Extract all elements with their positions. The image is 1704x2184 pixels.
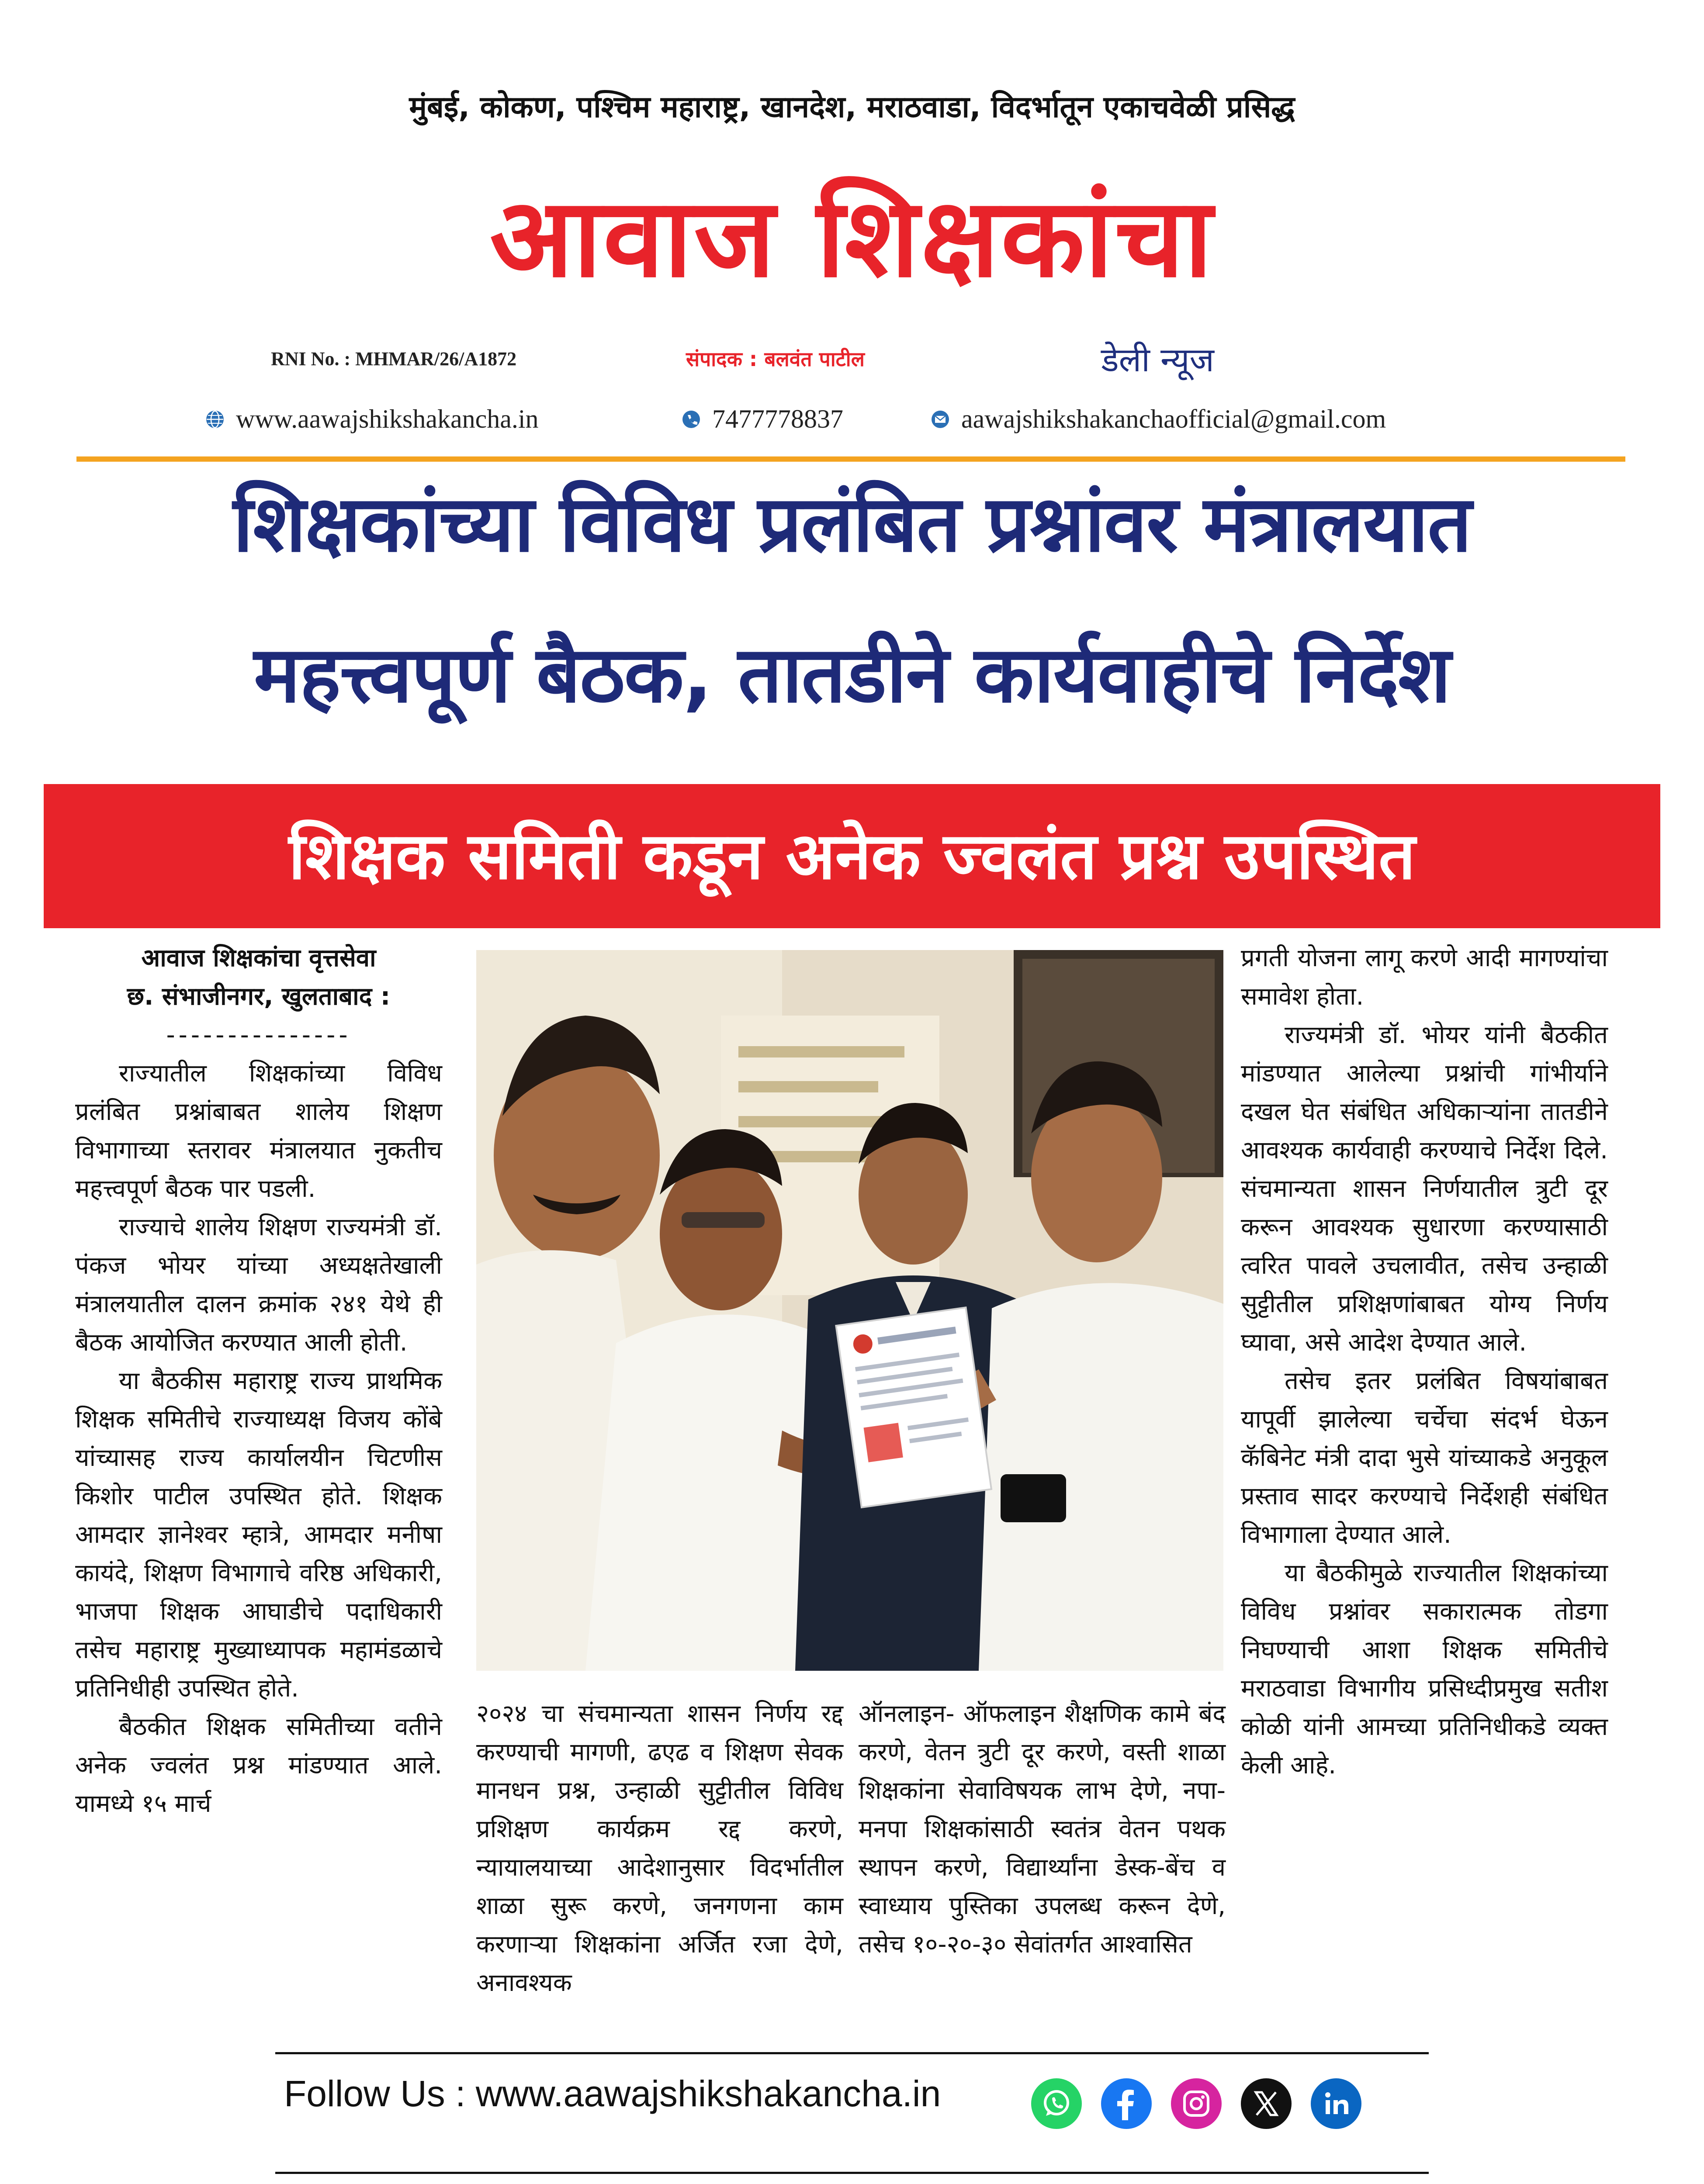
masthead-divider xyxy=(76,456,1625,462)
x-icon[interactable] xyxy=(1241,2078,1292,2129)
rni-number: RNI No. : MHMAR/26/A1872 xyxy=(271,348,517,370)
masthead-tagline: मुंबई, कोकण, पश्चिम महाराष्ट्र, खानदेश, मराठवाडा, विदर्भातून एकाचवेळी प्रसिद्ध xyxy=(409,90,1295,124)
article-column-left xyxy=(75,939,442,2184)
article-paragraph: राज्याचे शालेय शिक्षण राज्यमंत्री डॉ. पंकज भोयर यांच्या अध्यक्षतेखाली मंत्रालयातील दालन क्रमांक २४१ येथे ही बैठक आयोजित करण्यात आली होती. xyxy=(75,1213,442,1357)
linkedin-icon[interactable] xyxy=(1311,2078,1361,2129)
website-text: www.aawajshikshakancha.in xyxy=(236,404,539,433)
phone-icon xyxy=(682,410,701,429)
byline-agency: आवाज शिक्षकांचा वृत्तसेवा xyxy=(141,944,376,972)
headline-line-2: महत्त्वपूर्ण बैठक, तातडीने कार्यवाहीचे निर्देश xyxy=(253,629,1451,720)
article-paragraph: प्रगती योजना लागू करणे आदी मागण्यांचा समावेश होता. xyxy=(1241,944,1608,1011)
article-paragraph: बैठकीत शिक्षक समितीच्या वतीने अनेक ज्वलंत प्रश्न मांडण्यात आले. यामध्ये १५ मार्च xyxy=(75,1713,442,1818)
news-photo xyxy=(476,950,1223,1671)
byline-place: छ. संभाजीनगर, खुलताबाद : xyxy=(127,982,391,1011)
article-paragraph: या बैठकीमुळे राज्यातील शिक्षकांच्या विविध प्रश्नांवर सकारात्मक तोडगा निघण्याची आशा शिक्षक समितीचे मराठवाडा विभागीय प्रसिध्दीप्रमुख सतीश कोळी यांनी आमच्या प्रतिनिधीकडे व्यक्त केली आहे. xyxy=(1241,1559,1608,1780)
editor-name: संपादक : बलवंत पाटील xyxy=(686,347,865,371)
contact-email[interactable] xyxy=(931,404,1386,434)
footer-divider-bottom xyxy=(275,2172,1429,2174)
footer-divider-top xyxy=(275,2052,1429,2054)
edition-label: डेली न्यूज xyxy=(1101,340,1214,379)
email-icon xyxy=(931,410,950,429)
headline-line-1: शिक्षकांच्या विविध प्रलंबित प्रश्नांवर मंत्रालयात xyxy=(233,479,1471,569)
whatsapp-icon[interactable] xyxy=(1031,2078,1082,2129)
article-paragraph: या बैठकीस महाराष्ट्र राज्य प्राथमिक शिक्षक समितीचे राज्याध्यक्ष विजय कोंबे यांच्यासह राज्य कार्यालयीन चिटणीस किशोर पाटील उपस्थित होते. शिक्षक आमदार ज्ञानेश्वर म्हात्रे, आमदार मनीषा कायंदे, शिक्षण विभागाचे वरिष्ठ अधिकारी, भाजपा शिक्षक आघाडीचे पदाधिकारी तसेच महाराष्ट्र मुख्याध्यापक महामंडळाचे प्रतिनिधीही उपस्थित होते. xyxy=(75,1367,442,1703)
phone-text: 7477778837 xyxy=(712,404,843,433)
instagram-icon[interactable] xyxy=(1171,2078,1222,2129)
email-text: aawajshikshakanchaofficial@gmail.com xyxy=(961,404,1386,433)
subheadline: शिक्षक समिती कडून अनेक ज्वलंत प्रश्न उपस्थित xyxy=(288,819,1416,894)
article-paragraph: तसेच इतर प्रलंबित विषयांबाबत यापूर्वी झालेल्या चर्चेचा संदर्भ घेऊन कॅबिनेट मंत्री दादा भुसे यांच्याकडे अनुकूल प्रस्ताव सादर करण्याचे निर्देशही संबंधित विभागाला देण्यात आले. xyxy=(1241,1367,1608,1549)
masthead-title: आवाज शिक्षकांचा xyxy=(489,174,1215,301)
follow-us-text[interactable]: Follow Us : www.aawajshikshakancha.in xyxy=(284,2073,941,2114)
article-paragraph: राज्यातील शिक्षकांच्या विविध प्रलंबित प्रश्नांबाबत शालेय शिक्षण विभागाच्या स्तरावर मंत्रालयात नुकतीच महत्त्वपूर्ण बैठक पार पडली. xyxy=(75,1059,442,1203)
facebook-icon[interactable] xyxy=(1101,2078,1152,2129)
article-paragraph: २०२४ चा संचमान्यता शासन निर्णय रद्द करण्याची मागणी, ढएढ व शिक्षण सेवक मानधन प्रश्न, उन्हाळी सुट्टीतील विविध प्रशिक्षण कार्यक्रम रद्द करणे, न्यायालयाच्या आदेशानुसार विदर्भातील शाळा सुरू करणे, जनगणना काम करणाऱ्या शिक्षकांना अर्जित रजा देणे, अनावश्यक xyxy=(476,1700,843,1997)
article-paragraph: राज्यमंत्री डॉ. भोयर यांनी बैठकीत मांडण्यात आलेल्या प्रश्नांची गांभीर्याने दखल घेत संबंधित अधिकाऱ्यांना तातडीने आवश्यक कार्यवाही करण्याचे निर्देश दिले. संचमान्यता शासन निर्णयातील त्रुटी दूर करून आवश्यक सुधारणा करण्यासाठी त्वरित पावले उचलावीत, तसेच उन्हाळी सुट्टीतील प्रशिक्षणांबाबत योग्य निर्णय घ्यावा, असे आदेश देण्यात आले. xyxy=(1241,1021,1608,1357)
contact-website[interactable] xyxy=(205,404,539,434)
article-column-right xyxy=(1241,939,1608,2184)
byline-separator: --------------- xyxy=(166,1021,351,1049)
contact-phone[interactable] xyxy=(682,404,843,434)
article-paragraph: ऑनलाइन- ऑफलाइन शैक्षणिक कामे बंद करणे, वेतन त्रुटी दूर करणे, वस्ती शाळा शिक्षकांना सेवाविषयक लाभ देणे, नपा-मनपा शिक्षकांसाठी स्वतंत्र वेतन पथक स्थापन करणे, विद्यार्थ्यांना डेस्क-बेंच व स्वाध्याय पुस्तिका उपलब्ध करून देणे, तसेच १०-२०-३० सेवांतर्गत आश्वासित xyxy=(859,1700,1226,1959)
globe-icon xyxy=(205,410,225,429)
